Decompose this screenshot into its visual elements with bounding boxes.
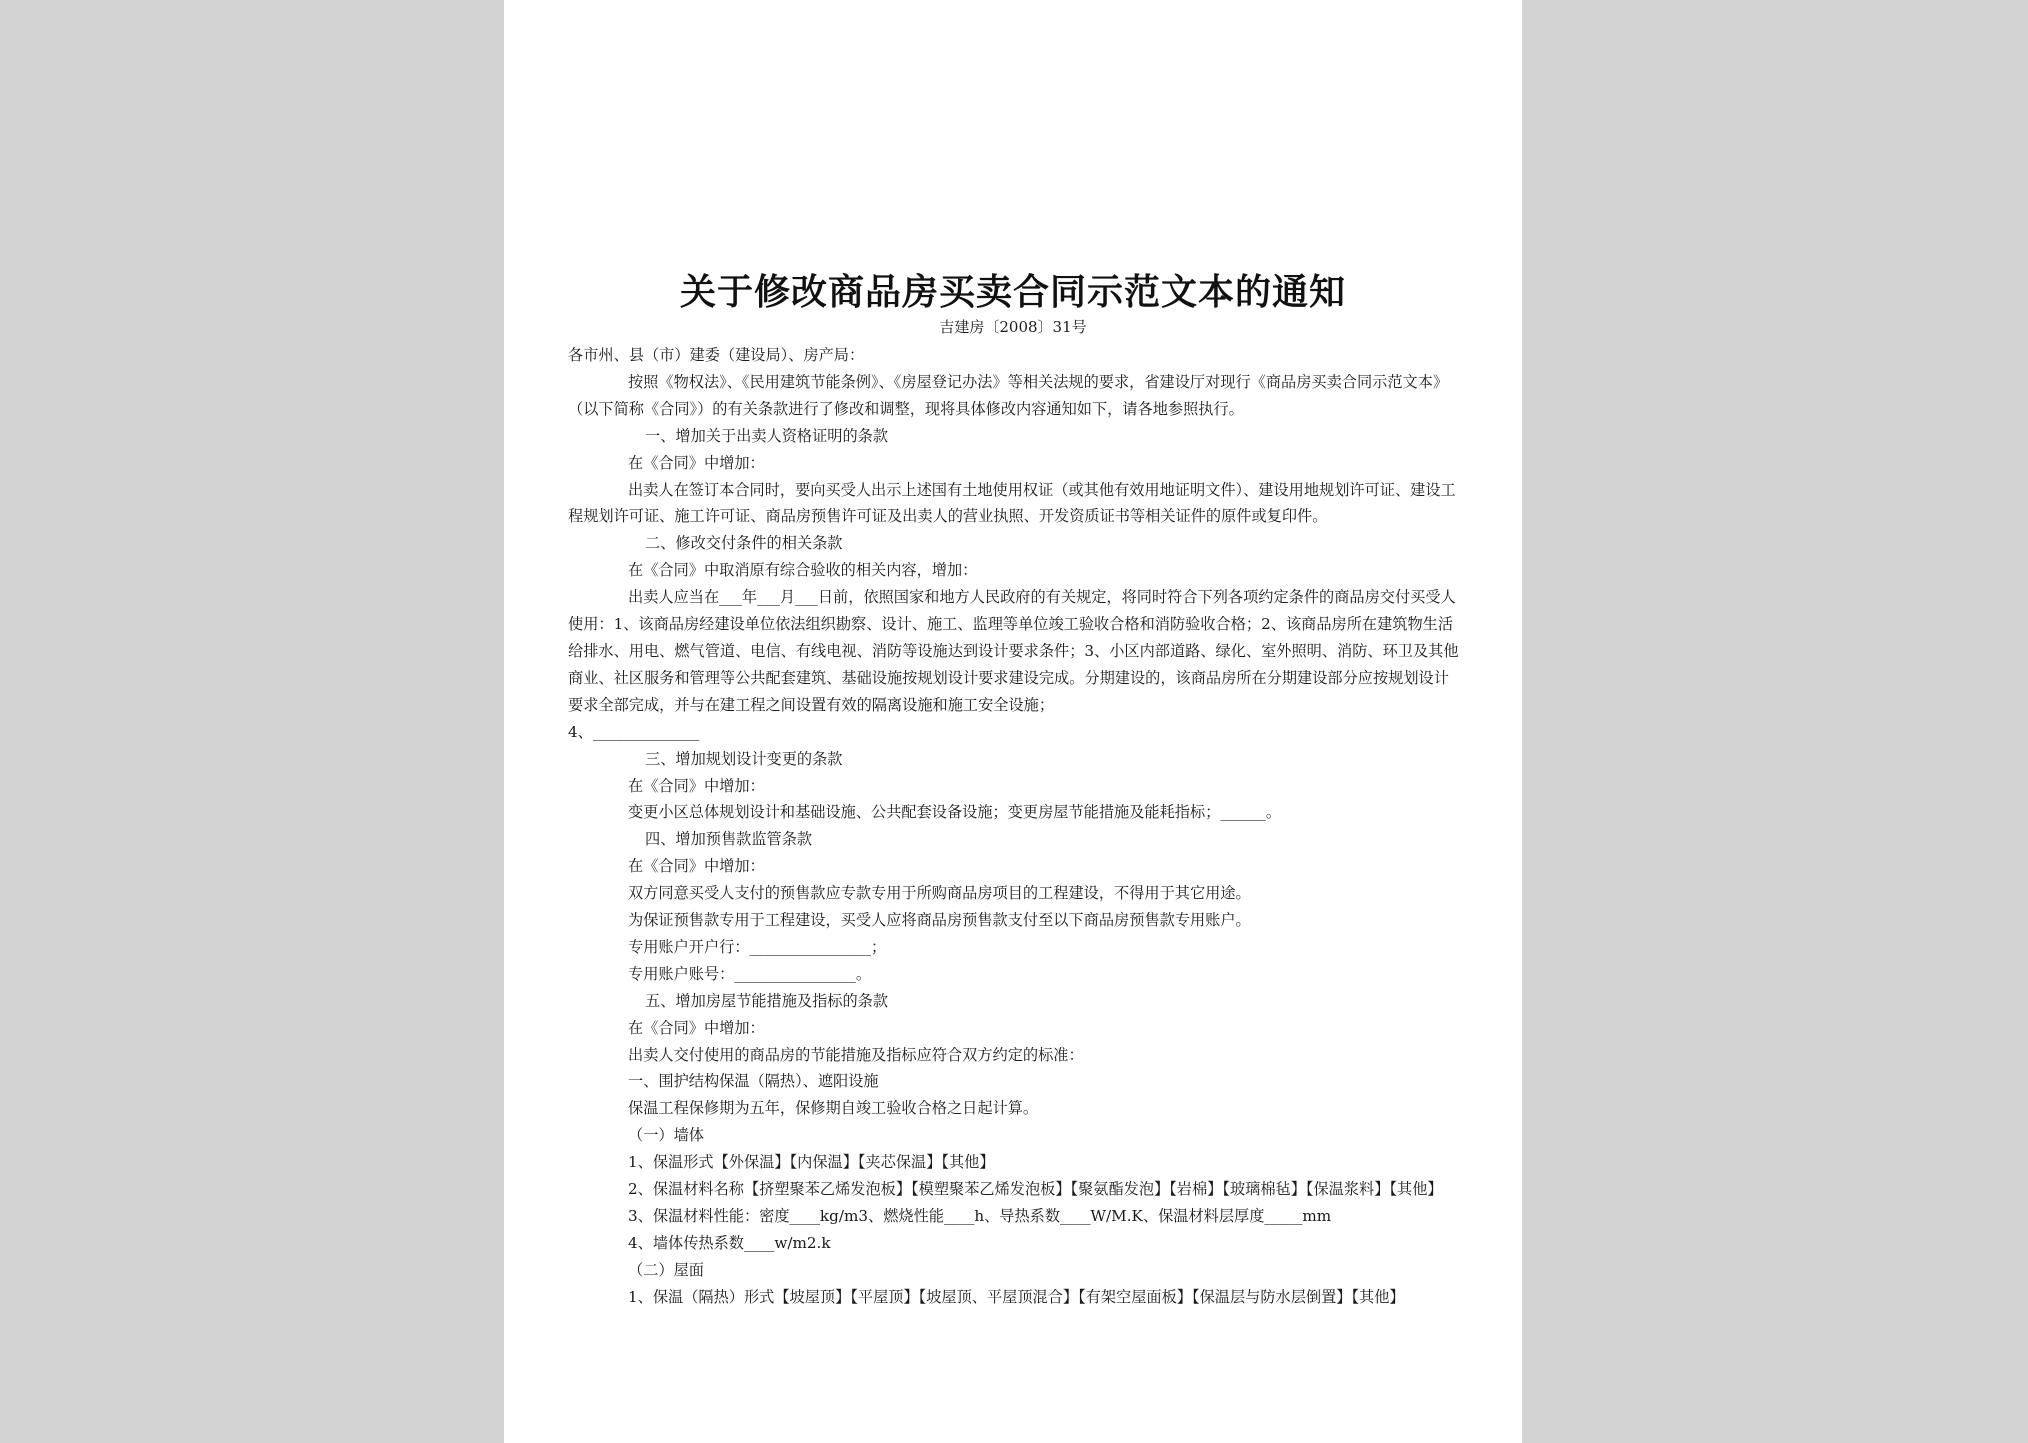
paragraph: 在《合同》中取消原有综合验收的相关内容，增加： <box>628 561 978 580</box>
paragraph: 4、______________ <box>568 722 700 741</box>
section-heading: 五、增加房屋节能措施及指标的条款 <box>645 991 888 1010</box>
paragraph: 在《合同》中增加： <box>628 857 765 876</box>
paragraph: 专用账户开户行：________________； <box>628 937 887 956</box>
paragraph: 专用账户账号：________________。 <box>628 964 871 983</box>
section-heading: 一、增加关于出卖人资格证明的条款 <box>645 426 888 445</box>
paragraph: 双方同意买受人支付的预售款应专款专用于所购商品房项目的工程建设，不得用于其它用途。 <box>628 884 1251 903</box>
paragraph: 在《合同》中增加： <box>628 776 765 795</box>
paragraph: 3、保温材料性能：密度____kg/m3、燃烧性能____h、导热系数____W/M.K、保温材料层厚度_____mm <box>628 1207 1332 1225</box>
section-heading: 三、增加规划设计变更的条款 <box>645 749 843 768</box>
paragraph: 出卖人交付使用的商品房的节能措施及指标应符合双方约定的标准： <box>628 1045 1084 1064</box>
document-body <box>568 342 1463 1311</box>
paragraph: （一）墙体 <box>628 1126 704 1145</box>
paragraph: 按照《物权法》、《民用建筑节能条例》、《房屋登记办法》等相关法规的要求，省建设厅对现行《商品房买卖合同示范文本》（以下简称《合同》）的有关条款进行了修改和调整，现将具体修改内容通知如下，请各地参照执行。 <box>568 372 1449 418</box>
paragraph: 出卖人在签订本合同时，要向买受人出示上述国有土地使用权证（或其他有效用地证明文件）、建设用地规划许可证、建设工程规划许可证、施工许可证、商品房预售许可证及出卖人的营业执照、开发资质证书等相关证件的原件或复印件。 <box>568 480 1456 526</box>
paragraph: 1、保温形式【外保温】【内保温】【夹芯保温】【其他】 <box>628 1153 995 1172</box>
paragraph: 变更小区总体规划设计和基础设施、公共配套设备设施；变更房屋节能措施及能耗指标；______。 <box>628 803 1282 822</box>
document-number: 吉建房〔2008〕31号 <box>939 318 1087 336</box>
paragraph: 在《合同》中增加： <box>628 453 765 472</box>
paragraph: 保温工程保修期为五年，保修期自竣工验收合格之日起计算。 <box>628 1099 1039 1118</box>
document-page <box>504 0 1522 1443</box>
paragraph: 各市州、县（市）建委（建设局）、房产局： <box>568 346 865 364</box>
section-heading: 四、增加预售款监管条款 <box>645 830 813 849</box>
page-title: 关于修改商品房买卖合同示范文本的通知 <box>679 272 1346 313</box>
paragraph: （二）屋面 <box>628 1260 704 1279</box>
paragraph: 4、墙体传热系数____w/m2.k <box>628 1233 831 1252</box>
paragraph: 出卖人应当在___年___月___日前，依照国家和地方人民政府的有关规定，将同时符合下列各项约定条件的商品房交付买受人使用：1、该商品房经建设单位依法组织勘察、设计、施工、监理等单位竣工验收合格和消防验收合格；2、该商品房所在建筑物生活给排水、用电、燃气管道、电信、有线电视、消防等设施达到设计要求条件；3、小区内部道路、绿化、室外照明、消防、环卫及其他商业、社区服务和管理等公共配套建筑、基础设施按规划设计要求建设完成。分期建设的，该商品房所在分期建设部分应按规划设计要求全部完成，并与在建工程之间设置有效的隔离设施和施工安全设施； <box>568 588 1459 714</box>
section-heading: 二、修改交付条件的相关条款 <box>645 534 843 553</box>
paragraph: 2、保温材料名称【挤塑聚苯乙烯发泡板】【模塑聚苯乙烯发泡板】【聚氨酯发泡】【岩棉】【玻璃棉毡】【保温浆料】【其他】 <box>628 1180 1443 1199</box>
paragraph: 1、保温（隔热）形式【坡屋顶】【平屋顶】【坡屋顶、平屋顶混合】【有架空屋面板】【保温层与防水层倒置】【其他】 <box>628 1287 1405 1306</box>
paragraph: 在《合同》中增加： <box>628 1018 765 1037</box>
paragraph: 为保证预售款专用于工程建设，买受人应将商品房预售款支付至以下商品房预售款专用账户。 <box>628 911 1251 930</box>
paragraph: 一、围护结构保温（隔热）、遮阳设施 <box>628 1072 879 1091</box>
